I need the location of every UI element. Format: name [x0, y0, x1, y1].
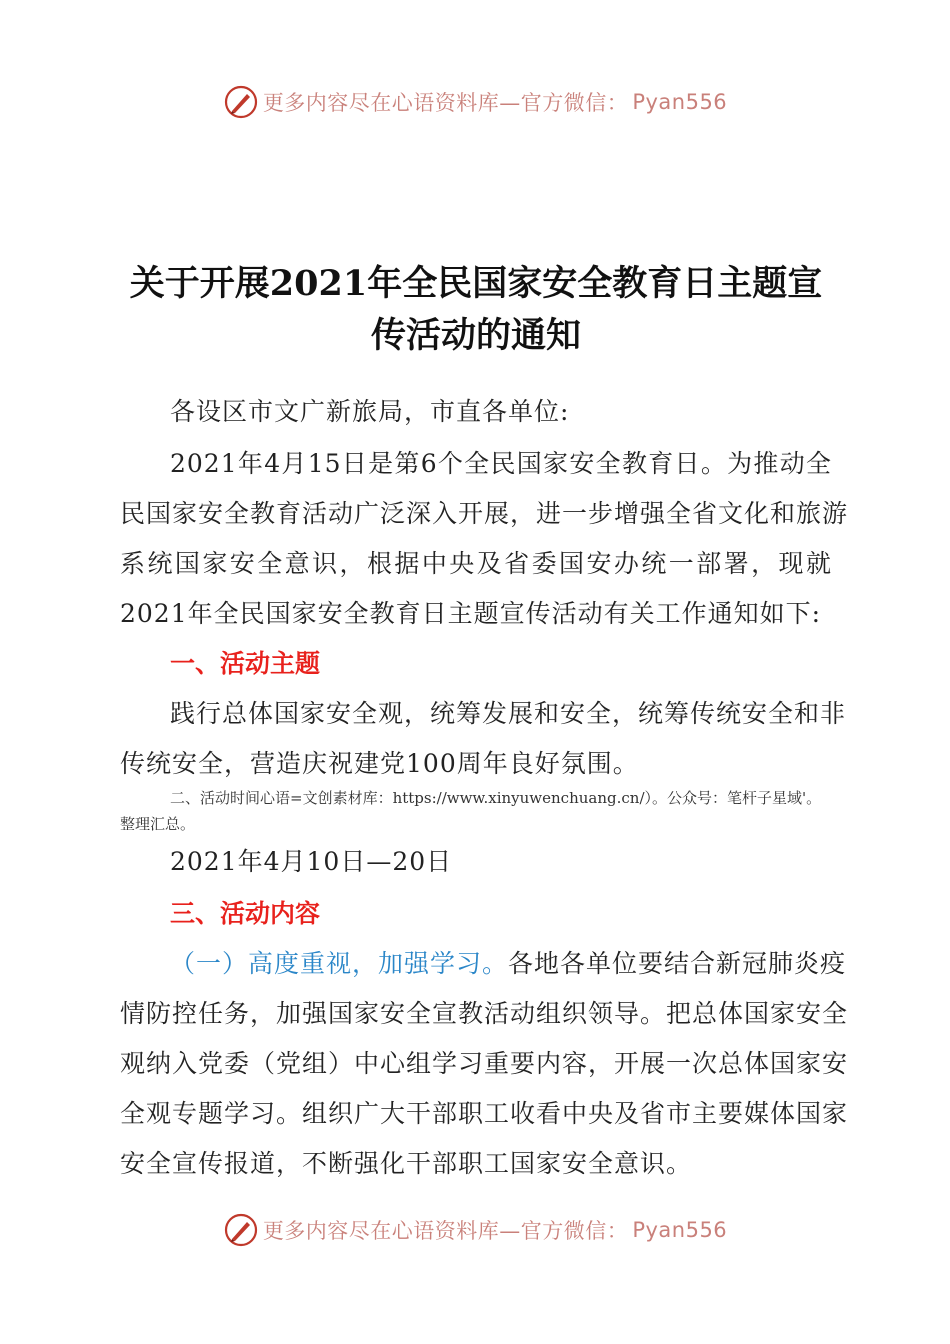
section-note-line-1: 二、活动时间心语=文创素材库：https://www.xinyuwenchuang.cn/）。公众号：笔杆子星域'。	[170, 789, 822, 807]
theme-line-1: 践行总体国家安全观，统筹发展和安全，统筹传统安全和非	[170, 699, 847, 728]
intro-line-4: 2021年全民国家安全教育日主题宣传活动有关工作通知如下:	[120, 599, 822, 628]
intro-line-1: 2021年4月15日是第6个全民国家安全教育日。为推动全	[170, 449, 832, 478]
subsection-title-1: （一）高度重视，加强学习。	[170, 949, 509, 978]
section-note-line-2: 整理汇总。	[120, 815, 196, 833]
section-heading-content: 三、活动内容	[170, 899, 321, 928]
content-line-1	[170, 949, 847, 978]
content-line-4: 全观专题学习。组织广大干部职工收看中央及省市主要媒体国家	[120, 1099, 849, 1128]
footer-watermark-text: 更多内容尽在心语资料库—官方微信：	[262, 1219, 629, 1243]
intro-line-2: 民国家安全教育活动广泛深入开展，进一步增强全省文化和旅游	[120, 499, 849, 528]
document-title	[120, 258, 832, 362]
section-heading-theme: 一、活动主题	[170, 649, 321, 678]
content-line-3: 观纳入党委（党组）中心组学习重要内容，开展一次总体国家安	[120, 1049, 849, 1078]
footer-watermark	[0, 1210, 950, 1250]
footer-wechat-id: Pyan556	[632, 1218, 728, 1242]
content-line-5: 安全宣传报道，不断强化干部职工国家安全意识。	[120, 1149, 693, 1178]
pen-logo-icon	[223, 1212, 259, 1248]
pen-logo-icon	[223, 84, 259, 120]
content-line-1-rest: 各地各单位要结合新冠肺炎疫	[508, 949, 847, 978]
activity-dates: 2021年4月10日—20日	[170, 847, 453, 876]
title-line-2: 传活动的通知	[370, 315, 581, 356]
header-watermark-text: 更多内容尽在心语资料库—官方微信：	[262, 91, 629, 115]
intro-line-3: 系统国家安全意识，根据中央及省委国安办统一部署，现就	[120, 549, 832, 578]
content-line-2: 情防控任务，加强国家安全宣教活动组织领导。把总体国家安全	[120, 999, 849, 1028]
theme-line-2: 传统安全，营造庆祝建党100周年良好氛围。	[120, 749, 639, 778]
title-line-1: 关于开展2021年全民国家安全教育日主题宣	[129, 263, 823, 304]
header-wechat-id: Pyan556	[632, 90, 728, 114]
salutation: 各设区市文广新旅局，市直各单位:	[170, 397, 570, 426]
header-watermark	[0, 82, 950, 122]
